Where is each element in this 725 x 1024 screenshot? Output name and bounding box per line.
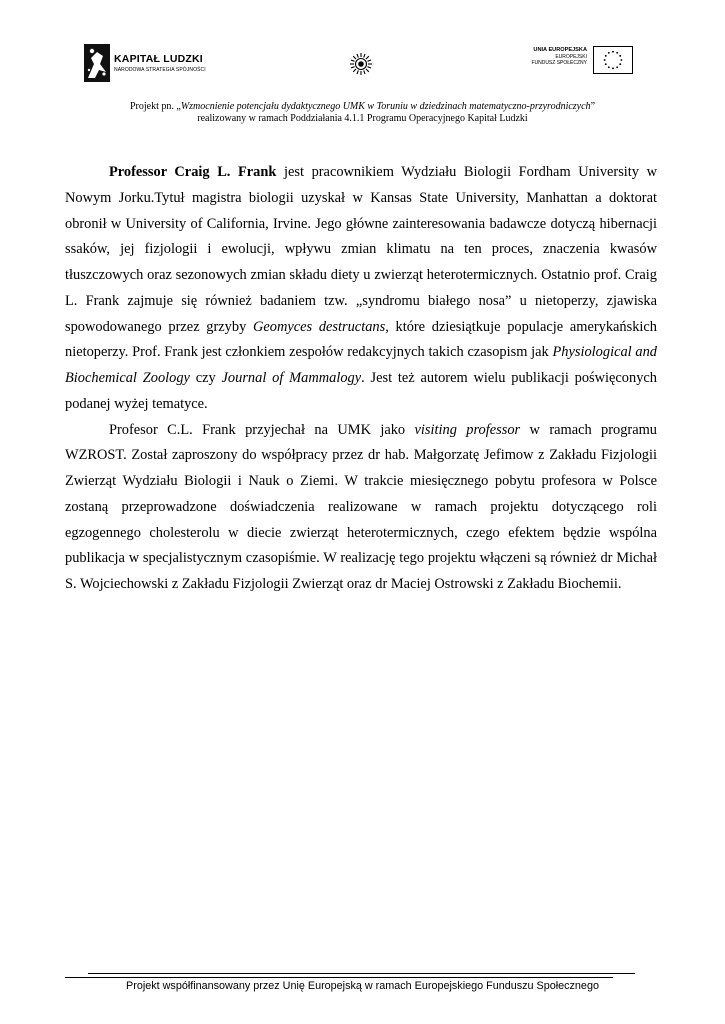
- eu-logo-line3: FUNDUSZ SPOŁECZNY: [531, 60, 587, 66]
- paragraph-2: [65, 418, 657, 598]
- p1-text-1: jest pracownikiem Wydziału Biologii Fordham University w Nowym Jorku.Tytuł magistra biologii uzyskał w Kansas State University, Manhattan a doktorat obronił w University of California, Irvine. Jego główne zainteresowania badawcze dotyczą hibernacji ssaków, jej fizjologii i ewolucji, wpływu zmian klimatu na ten proces, znaczenia kwasów tłuszczowych oraz sezonowych zmian składu diety u zwierząt heterotermicznych. Ostatnio prof. Craig L. Frank zajmuje się również badaniem tzw. „syndromu białego nosa” u nietoperzy, zjawiska spowodowanego przez grzyby: [65, 164, 657, 335]
- p1-text-2: , które dziesiątkuje populacje amerykańskich nietoperzy. Prof. Frank jest członkiem zespołów redakcyjnych takich czasopism jak: [65, 318, 657, 361]
- p1-italic-journal-1: Physiological and Biochemical Zoology: [65, 344, 658, 386]
- kapital-ludzki-emblem-icon: [84, 44, 110, 82]
- footer-text: Projekt współfinansowany przez Unię Europejską w ramach Europejskiego Funduszu Społecznego: [126, 980, 599, 992]
- eu-logo-text: [531, 47, 587, 67]
- emblem-icon: [349, 52, 373, 76]
- project-program-line: realizowany w ramach Poddziałania 4.1.1 Programu Operacyjnego Kapitał Ludzki: [197, 113, 528, 124]
- eu-flag-icon: [593, 46, 633, 74]
- p1-italic-species: Geomyces destructans: [252, 318, 386, 335]
- p2-italic-visiting: visiting professor: [414, 421, 521, 438]
- eu-logo-line1: UNIA EUROPEJSKA: [533, 47, 587, 53]
- footer-divider-top: [88, 973, 635, 974]
- project-title: Wzmocnienie potencjału dydaktycznego UMK w Toruniu w dziedzinach matematyczno-przyrodniczych: [180, 101, 591, 112]
- footer-divider-bottom: [65, 977, 613, 978]
- p1-italic-journal-2: Journal of Mammalogy: [221, 370, 362, 386]
- p2-text-2: w ramach programu WZROST. Został zaproszony do współpracy przez dr hab. Małgorzatę Jefimow z Zakładu Fizjologii Zwierząt Wydziału Biologii i Nauk o Ziemi. W trakcie miesięcznego pobytu profesora w Polsce zostaną przeprowadzone doświadczenia realizowane w ramach projektu dotyczącego roli egzogennego cholesterolu w diecie zwierząt heterotermicznych, czego efektem będzie wspólna publikacja w specjalistycznym czasopiśmie. W realizację tego projektu włączeni są również dr Michał S. Wojciechowski z Zakładu Fizjologii Zwierząt oraz dr Maciej Ostrowski z Zakładu Biochemii.: [65, 421, 657, 592]
- kapital-ludzki-logo: [84, 44, 234, 84]
- article-body: [65, 160, 657, 598]
- p1-text-3: czy: [189, 370, 222, 386]
- kapital-ludzki-subtitle: NARODOWA STRATEGIA SPÓJNOŚCI: [114, 67, 206, 73]
- eu-logo: [525, 46, 633, 76]
- eu-logo-line2: EUROPEJSKI: [555, 53, 587, 60]
- project-prefix: Projekt pn. „: [129, 101, 181, 112]
- paragraph-1: [65, 160, 657, 418]
- p1-text-4: . Jest też autorem wielu publikacji poświęconych podanej wyżej tematyce.: [65, 370, 657, 412]
- project-title-line: [0, 101, 725, 113]
- kapital-ludzki-name: KAPITAŁ LUDZKI: [114, 53, 203, 65]
- p2-text-1: Profesor C.L. Frank przyjechał na UMK jako: [109, 421, 415, 438]
- project-suffix: ”: [590, 101, 596, 112]
- professor-name: Professor Craig L. Frank: [109, 164, 277, 180]
